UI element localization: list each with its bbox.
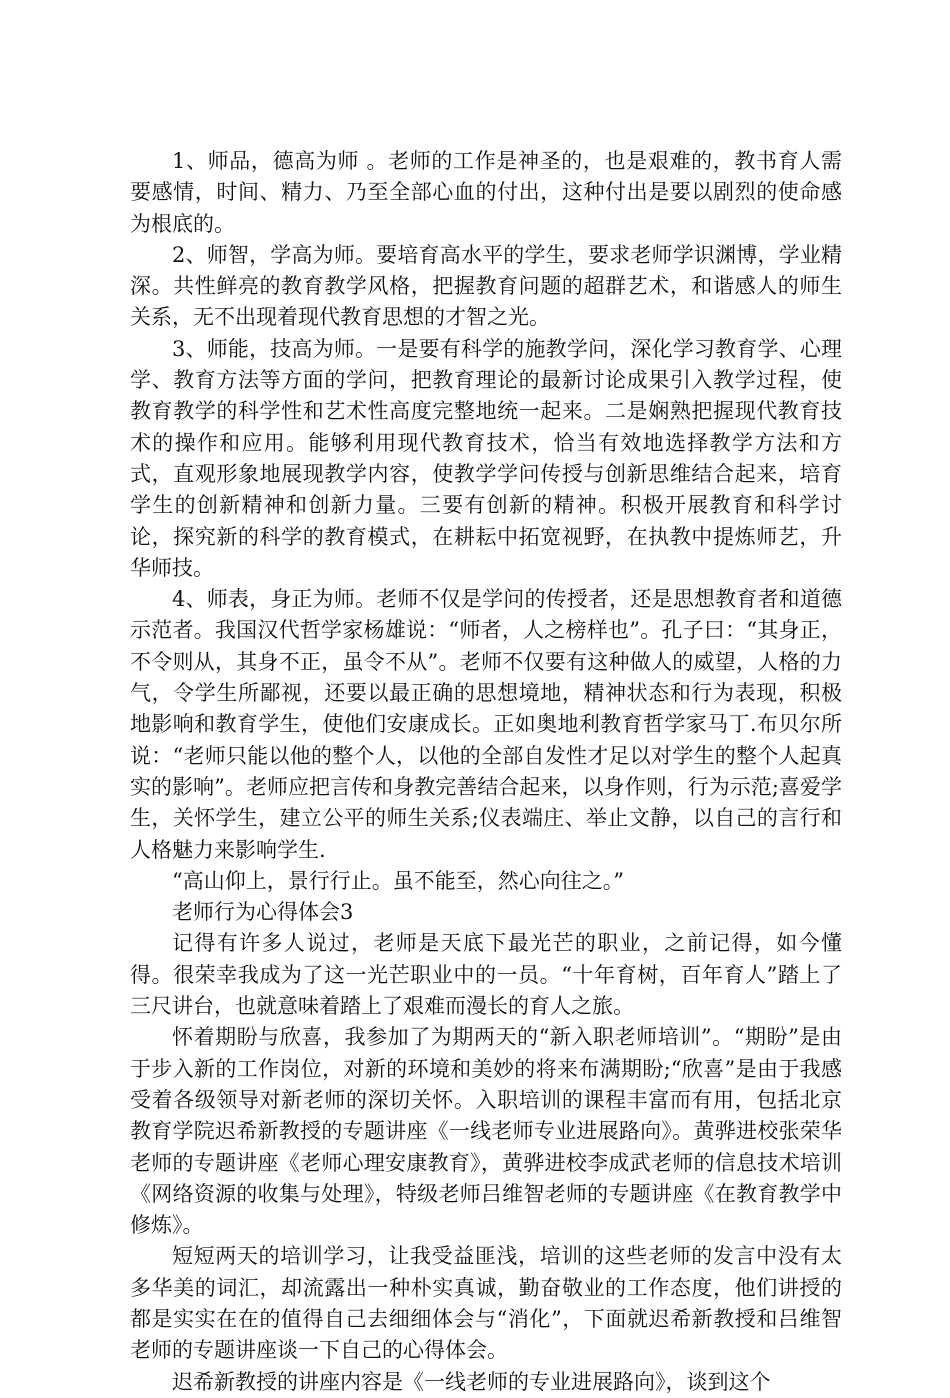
paragraph-4-teacher-example: 4、师表，身正为师。老师不仅是学问的传授者，还是思想教育者和道德示范者。我国汉代哲学家杨雄说：“师者，人之榜样也”。孔子曰：“其身正，不令则从，其身不正，虽令不从”。老师不仅要有这种做人的威望，人格的力气，令学生所鄙视，还要以最正确的思想境地，精神状态和行为表现，积极地影响和教育学生，使他们安康成长。正如奥地利教育哲学家马丁.布贝尔所说：“老师只能以他的整个人，以他的全部自发性才足以对学生的整个人起真实的影响”。老师应把言传和身教完善结合起来，以身作则，行为示范;喜爱学生，关怀学生，建立公平的师生关系;仪表端庄、举止文静，以自己的言行和人格魅力来影响学生. [130, 587, 842, 862]
section-heading: 老师行为心得体会3 [172, 900, 354, 925]
paragraph-reflection: 短短两天的培训学习，让我受益匪浅，培训的这些老师的发言中没有太多华美的词汇，却流露出一种朴实真诚，勤奋敬业的工作态度，他们讲授的都是实实在在的值得自己去细细体会与“消化”，下面就迟希新教授和吕维智老师的专题讲座谈一下自己的心得体会。 [130, 1244, 842, 1363]
quote-paragraph: “高山仰上，景行行止。虽不能至，然心向往之。” [172, 868, 624, 893]
paragraph-3-teacher-ability: 3、师能，技高为师。一是要有科学的施教学问，深化学习教育学、心理学、教育方法等方面的学问，把教育理论的最新讨论成果引入教学过程，使教育教学的科学性和艺术性高度完整地统一起来。二是娴熟把握现代教育技术的操作和应用。能够利用现代教育技术，恰当有效地选择教学方法和方式，直观形象地展现教学内容，使教学学问传授与创新思维结合起来，培育学生的创新精神和创新力量。三要有创新的精神。积极开展教育和科学讨论，探究新的科学的教育模式，在耕耘中拓宽视野，在执教中提炼师艺，升华师技。 [130, 336, 842, 580]
paragraph-lecture: 迟希新教授的讲座内容是《一线老师的专业进展路向》，谈到这个 [172, 1369, 771, 1394]
paragraph-1-teacher-morality: 1、师品，德高为师 。老师的工作是神圣的，也是艰难的，教书育人需要感情，时间、精力、乃至全部心血的付出，这种付出是要以剧烈的使命感为根底的。 [130, 149, 842, 236]
document-body [130, 146, 842, 1398]
paragraph-training: 怀着期盼与欣喜，我参加了为期两天的“新入职老师培训”。“期盼”是由于步入新的工作岗位，对新的环境和美妙的将来布满期盼;“欣喜”是由于我感受着各级领导对新老师的深切关怀。入职培训的课程丰富而有用，包括北京教育学院迟希新教授的专题讲座《一线老师专业进展路向》。黄骅进校张荣华老师的专题讲座《老师心理安康教育》，黄骅进校李成武老师的信息技术培训《网络资源的收集与处理》，特级老师吕维智老师的专题讲座《在教育教学中修炼》。 [130, 1025, 842, 1238]
paragraph-intro: 记得有许多人说过，老师是天底下最光芒的职业，之前记得，如今懂得。很荣幸我成为了这一光芒职业中的一员。“十年育树，百年育人”踏上了三尺讲台，也就意味着踏上了艰难而漫长的育人之旅。 [130, 931, 842, 1019]
paragraph-2-teacher-wisdom: 2、师智，学高为师。要培育高水平的学生，要求老师学识渊博，学业精深。共性鲜亮的教育教学风格，把握教育问题的超群艺术，和谐感人的师生关系，无不出现着现代教育思想的才智之光。 [130, 242, 842, 330]
